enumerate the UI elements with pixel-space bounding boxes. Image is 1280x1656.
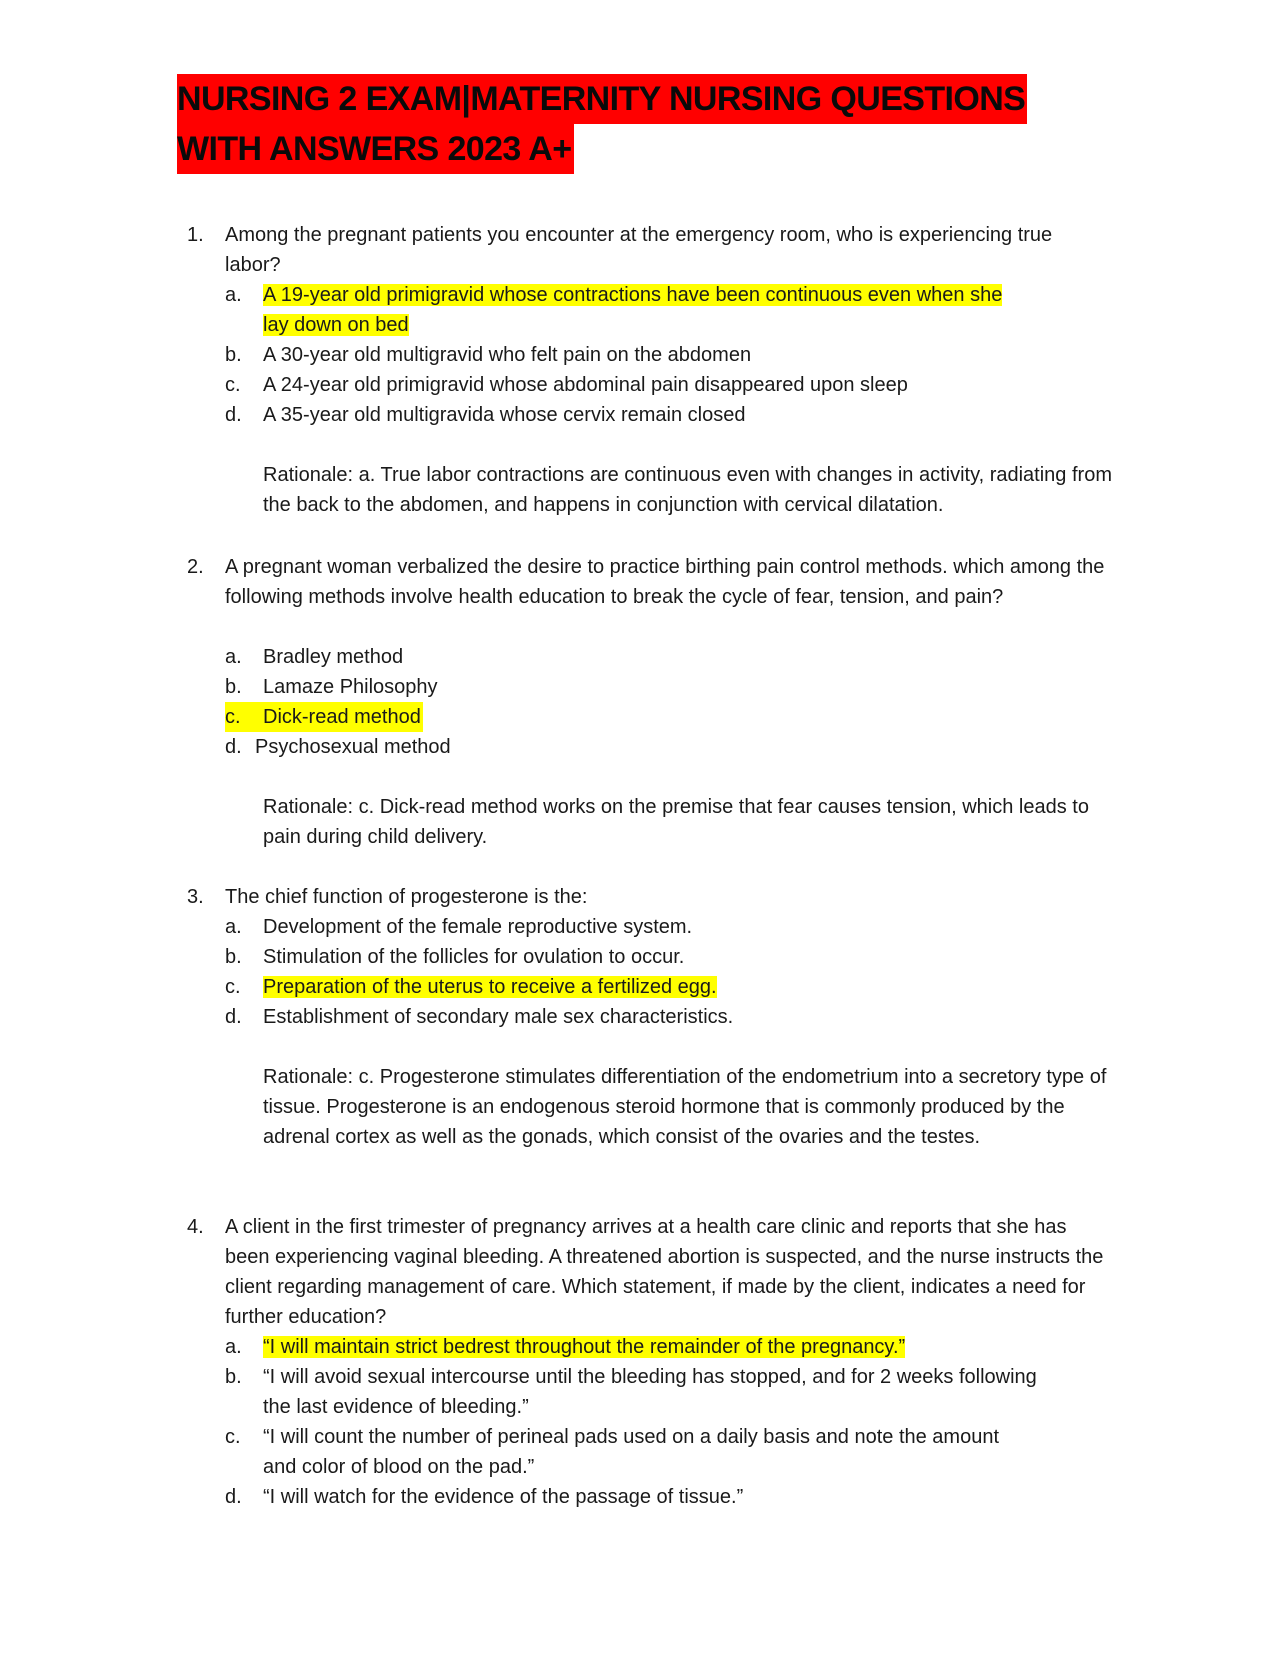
option-b xyxy=(225,672,1125,702)
option-text: “I will watch for the evidence of the passage of tissue.” xyxy=(263,1486,744,1508)
option-letter: b. xyxy=(225,946,242,968)
highlighted-answer: “I will maintain strict bedrest throughout the remainder of the pregnancy.” xyxy=(263,1336,906,1358)
option-d xyxy=(225,400,1125,430)
rationale-3: Rationale: c. Progesterone stimulates differentiation of the endometrium into a secretory type of tissue. Progesterone is an endogenous steroid hormone that is commonly produced by the adrenal cortex as well as the gonads, which consist of the ovaries and the testes. xyxy=(263,1066,1107,1148)
option-letter: b. xyxy=(225,676,242,698)
option-text-line2: the last evidence of bleeding.” xyxy=(263,1396,529,1418)
option-c xyxy=(225,972,1125,1002)
option-d xyxy=(225,1482,1125,1512)
document-title xyxy=(177,74,1097,174)
rationale-2: Rationale: c. Dick-read method works on the premise that fear causes tension, which leads to pain during child delivery. xyxy=(263,796,1089,848)
question-text: Among the pregnant patients you encounter at the emergency room, who is experiencing true labor? xyxy=(225,224,1053,276)
option-text: A 35-year old multigravida whose cervix remain closed xyxy=(263,404,746,426)
option-text: Stimulation of the follicles for ovulation to occur. xyxy=(263,946,685,968)
option-b xyxy=(225,1362,1125,1422)
option-c xyxy=(225,370,1125,400)
option-letter: a. xyxy=(225,916,242,938)
option-letter: d. xyxy=(225,1486,242,1508)
highlighted-answer: Preparation of the uterus to receive a fertilized egg. xyxy=(263,976,717,998)
rationale-1: Rationale: a. True labor contractions are continuous even with changes in activity, radiating from the back to the abdomen, and happens in conjunction with cervical dilatation. xyxy=(263,464,1112,516)
option-text-line1: “I will avoid sexual intercourse until the bleeding has stopped, and for 2 weeks following xyxy=(263,1366,1037,1388)
highlighted-answer xyxy=(225,702,423,732)
option-letter: d. xyxy=(225,1006,242,1028)
title-line-2: WITH ANSWERS 2023 A+ xyxy=(177,124,574,174)
option-letter: b. xyxy=(225,1366,242,1388)
option-text: A 30-year old multigravid who felt pain on the abdomen xyxy=(263,344,752,366)
highlighted-answer: A 19-year old primigravid whose contractions have been continuous even when she xyxy=(263,284,1003,306)
question-text: The chief function of progesterone is the: xyxy=(225,886,588,908)
option-text xyxy=(263,1332,1073,1362)
option-letter: c. xyxy=(225,976,241,998)
option-text xyxy=(263,280,1073,340)
option-c xyxy=(225,702,1125,732)
option-a xyxy=(225,1332,1125,1362)
option-text: Psychosexual method xyxy=(255,736,451,758)
option-letter: a. xyxy=(225,646,242,668)
option-letter: c. xyxy=(225,1426,241,1448)
option-text: Development of the female reproductive system. xyxy=(263,916,693,938)
question-number: 1. xyxy=(187,224,204,246)
option-text: Establishment of secondary male sex characteristics. xyxy=(263,1006,734,1028)
option-text xyxy=(263,1362,1073,1422)
option-text: Lamaze Philosophy xyxy=(263,676,438,698)
option-a xyxy=(225,912,1125,942)
option-letter: b. xyxy=(225,344,242,366)
option-letter: c. xyxy=(225,706,241,728)
option-d xyxy=(225,732,1125,762)
option-letter: c. xyxy=(225,374,241,396)
option-c xyxy=(225,1422,1125,1482)
option-text: A 24-year old primigravid whose abdominal pain disappeared upon sleep xyxy=(263,374,908,396)
option-text-line2: and color of blood on the pad.” xyxy=(263,1456,535,1478)
option-text: Dick-read method xyxy=(263,706,421,728)
option-letter: d. xyxy=(225,404,242,426)
option-text: Bradley method xyxy=(263,646,404,668)
option-text xyxy=(263,972,1073,1002)
option-a xyxy=(225,280,1125,336)
question-text: A client in the first trimester of pregnancy arrives at a health care clinic and reports that she has been experiencing vaginal bleeding. A threatened abortion is suspected, and the nurse instructs the client regarding management of care. Which statement, if made by the client, indicates a need for further education? xyxy=(225,1216,1104,1328)
option-text-line1: “I will count the number of perineal pads used on a daily basis and note the amount xyxy=(263,1426,1000,1448)
option-letter: a. xyxy=(225,284,242,306)
option-d xyxy=(225,1002,1125,1032)
option-b xyxy=(225,942,1125,972)
option-letter: d. xyxy=(225,736,242,758)
title-line-1: NURSING 2 EXAM|MATERNITY NURSING QUESTIONS xyxy=(177,74,1027,124)
question-text: A pregnant woman verbalized the desire to practice birthing pain control methods. which among the following methods involve health education to break the cycle of fear, tension, and pain? xyxy=(225,556,1105,608)
option-text xyxy=(263,1422,1073,1482)
question-number: 4. xyxy=(187,1216,204,1238)
question-number: 2. xyxy=(187,556,204,578)
option-letter: a. xyxy=(225,1336,242,1358)
option-b xyxy=(225,340,1125,370)
highlighted-answer-cont: lay down on bed xyxy=(263,314,409,336)
option-a xyxy=(225,642,1125,672)
question-number: 3. xyxy=(187,886,204,908)
